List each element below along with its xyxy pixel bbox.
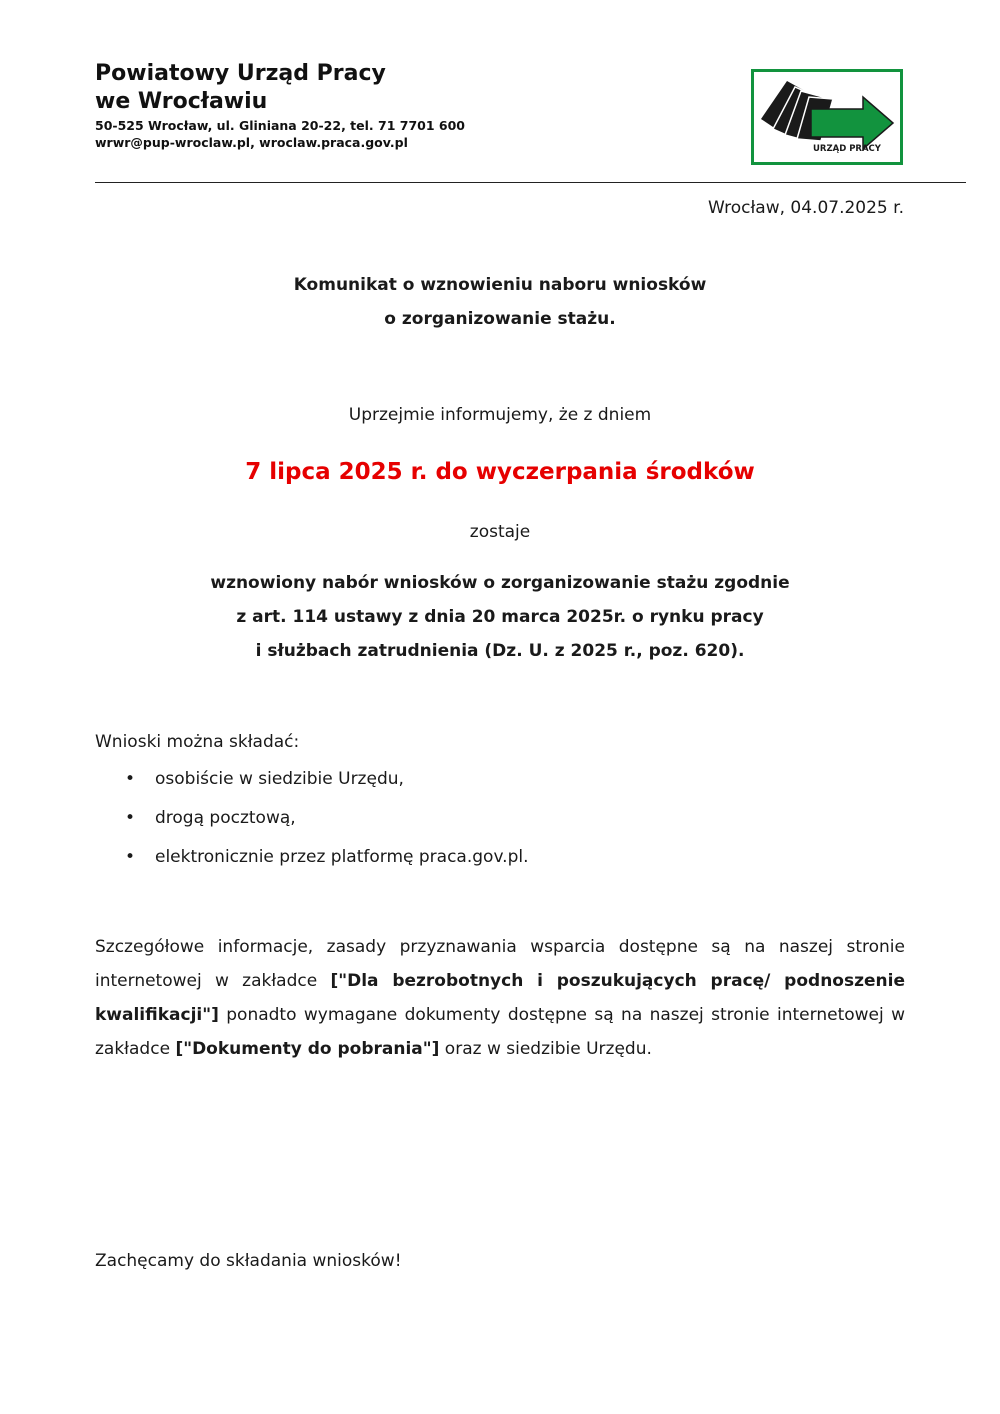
list-item: [95, 844, 529, 870]
list-item: [95, 805, 529, 831]
announcement-title-line2: o zorganizowanie stażu.: [384, 309, 616, 329]
method-electronic: elektronicznie przez platformę praca.gov.pl.: [155, 847, 529, 867]
office-name-line1: Powiatowy Urząd Pracy: [95, 61, 386, 86]
announcement-intro: Uprzejmie informujemy, że z dniem: [348, 405, 652, 425]
website-tab-documents: ["Dokumenty do pobrania"]: [175, 1039, 440, 1059]
header-divider: [95, 182, 966, 183]
details-paragraph: [95, 930, 905, 1066]
application-methods-label: Wnioski można składać:: [95, 732, 300, 752]
logo-caption: URZĄD PRACY: [813, 144, 881, 154]
office-address: 50-525 Wrocław, ul. Gliniana 20-22, tel. 71 7701 600: [95, 118, 465, 133]
list-item: [95, 766, 529, 792]
office-name: [95, 60, 386, 116]
office-name-line2: we Wrocławiu: [95, 89, 268, 114]
announcement-highlight-date: 7 lipca 2025 r. do wyczerpania środków: [245, 459, 755, 485]
website-tab-unemployed: ["Dla bezrobotnych i poszukujących pracę/ podnoszenie kwalifikacji"]: [95, 971, 905, 1025]
details-text-part2: ponadto wymagane dokumenty dostępne są na naszej stronie internetowej w zakładce: [95, 1005, 905, 1059]
closing-invitation: Zachęcamy do składania wniosków!: [95, 1251, 402, 1271]
office-email-web: wrwr@pup-wroclaw.pl, wroclaw.praca.gov.pl: [95, 135, 408, 150]
announcement-resumed-statement: [95, 566, 905, 668]
urzad-pracy-logo: [751, 69, 903, 165]
resumed-line2: z art. 114 ustawy z dnia 20 marca 2025r. o rynku pracy: [236, 607, 764, 627]
office-contact: [95, 117, 465, 151]
method-post: drogą pocztową,: [155, 808, 296, 828]
bullet-icon: •: [125, 847, 136, 867]
resumed-line1: wznowiony nabór wniosków o zorganizowanie stażu zgodnie: [210, 573, 790, 593]
details-text-part1: Szczegółowe informacje, zasady przyznawania wsparcia dostępne są na naszej stronie internetowej w zakładce: [95, 937, 905, 991]
announcement-connector: zostaje: [469, 522, 531, 542]
method-in-person: osobiście w siedzibie Urzędu,: [155, 769, 404, 789]
announcement-title: [95, 268, 905, 336]
application-methods-list: [95, 766, 529, 883]
bullet-icon: •: [125, 769, 136, 789]
resumed-line3: i służbach zatrudnienia (Dz. U. z 2025 r., poz. 620).: [255, 641, 745, 661]
announcement-title-line1: Komunikat o wznowieniu naboru wniosków: [293, 275, 707, 295]
document-date: Wrocław, 04.07.2025 r.: [708, 198, 904, 218]
details-text-part3: oraz w siedzibie Urzędu.: [439, 1039, 652, 1059]
bullet-icon: •: [125, 808, 136, 828]
